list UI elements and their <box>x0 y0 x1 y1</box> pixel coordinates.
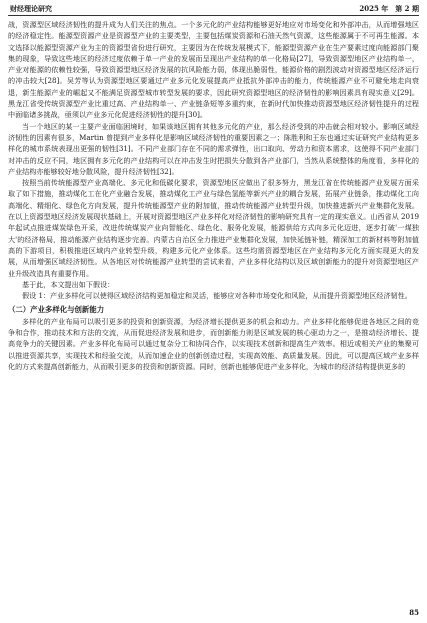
hypothesis-intro: 基于此，本文提出如下假设： <box>22 279 115 289</box>
paragraph: 战，资源型区域经济韧性的提升成为人们关注的焦点。一个多元化的产业结构能够更好地应对市场变化和外部冲击，从而增强地区的经济稳定性。能源型资源产业是资源型产业的主要类型，主要包括煤炭资源和石油天然气资源，这些能源属于不可再生能源。本文选择以能源型资源产业为主的资源型省份进行研究，主要因为在传统发展模式下，能源型资源产业在生产要素过度向能源部门聚集的现象，导致这些地区的经济过度依赖于单一产业的发展而呈现出产业结构的单一化格局[27]，导致资源型地区产业结构单一，产业对能源的依赖性较强，导致资源型地区经济发展的抗风险能力弱，体现出脆弱性，能源价格的剧烈波动对资源型地区经济运行的冲击较大[28]。吴芳等认为资源型地区要通过产业多元化发展提高产业抵抗外部冲击的能力，传统能源产业不可避免地走向衰退，新生能源产业的崛起又不能满足资源型城市转型发展的要求，因此研究资源型地区的经济韧性的影响因素具有现实意义[29]。黑龙江省受传统资源型产业比重过高、产业结构单一、产业链条短等多重约束，在新时代加快推动资源型地区经济韧性提升的过程中面临诸多挑战，亟须以产业多元化促进经济韧性的提升[30]。 <box>8 20 419 120</box>
paragraph: 多样化的产业布局可以吸引更多的投资和创新资源，为经济增长提供更多的机会和动力。产业多样化能够促进各地区之间的竞争和合作，推动技术和方法的交流，从而促进经济发展和进步，而创新能力则是区域发展的核心驱动力之一，是推动经济增长、提高竞争力的关键因素。产业多样化布局可以通过复杂分工和协同合作，以实现技术创新和提高生产效率。相近或相关产业的集聚可以推进资源共享，实现技术和经验交流，从而加速企业的创新创造过程，实现高效能、高质量发展。因此，可以提高区域产业多样化的方式来提高创新能力，从而吸引更多的投资和创新资源。同时，创新也能够促进产业多样化，为城市的经济结构提供更多的 <box>8 316 419 372</box>
paragraph: 当一个地区的某一主要产业面临困境时，如果该地区拥有其他多元化的产业，那么经济受到的冲击就会相对较小。影响区域经济韧性的因素有很多，Martin 曾提到产业多样化是影响区域经济韧性的重要因素之一；陈胜利和王东也通过实证研究产业结构更多样化的城市系统表现出更强的韧性[31]。不同产业部门存在不同的需求弹性，出口取向、劳动力和资本需求，这使得不同产业部门对冲击的反应不同，地区拥有多元化的产业结构可以在冲击发生时把损失分散到各产业部门，当然从系统整体的角度看，多样化的产业结构亦能够较好地分散风险，提升经济韧性[32]。 <box>8 121 419 176</box>
paragraph: 按照当前传统能源型产业高端化、多元化和低碳化要求，资源型地区应做出了很多努力，黑龙江省在传统能源产业发展方面采取了如下措施，推动煤化工在化产业融合发展，推动煤化工产业与绿色氢能等新兴产业的耦合发展，拓展产业链条，推动煤化工向高端化、精细化、绿色化方向发展，提升传统能源型产业的附加值，推动传统能源产业转型升级，加快推进新兴产业集群化发展。在以上资源型地区经济发展现状基础上，开展对资源型地区产业多样化对经济韧性的影响研究具有一定的现实意义。山西省从 2019 年起试点推进煤炭绿色开采，改进传统煤炭产业向智能化、绿色化、服务化发展，能源供给方式向多元化迈进，逐步打破'一煤独大'的经济格局，推动能源产业结构逐步完善。内蒙古自治区全力推进产业集群化发展，加快延链补链，精深加工的新材料等附加值高的下游项目，积极推进区域内产业转型升级，构建多元化产业体系。这些均需资源型地区在产业结构多元化方面实现更大的发展，从而增强区域经济韧性。从各地区对传统能源产业转型的尝试来看，产业多样化结构以及区域创新能力的提升对资源型地区产业升级改造具有重要作用。 <box>8 178 419 278</box>
issue-label: 2025 年 第 2 期 <box>359 4 419 13</box>
journal-name: 财经理论研究 <box>10 4 52 13</box>
hypothesis: 假设 1：产业多样化可以使得区域经济结构更加稳定和灵活，能够应对各种市场变化和风险，从而提升资源型地区经济韧性。 <box>22 291 412 301</box>
header-rule <box>8 15 419 16</box>
page-number: 85 <box>409 608 419 617</box>
body-text <box>8 19 419 372</box>
section-heading: （二）产业多样化与创新能力 <box>8 305 105 315</box>
